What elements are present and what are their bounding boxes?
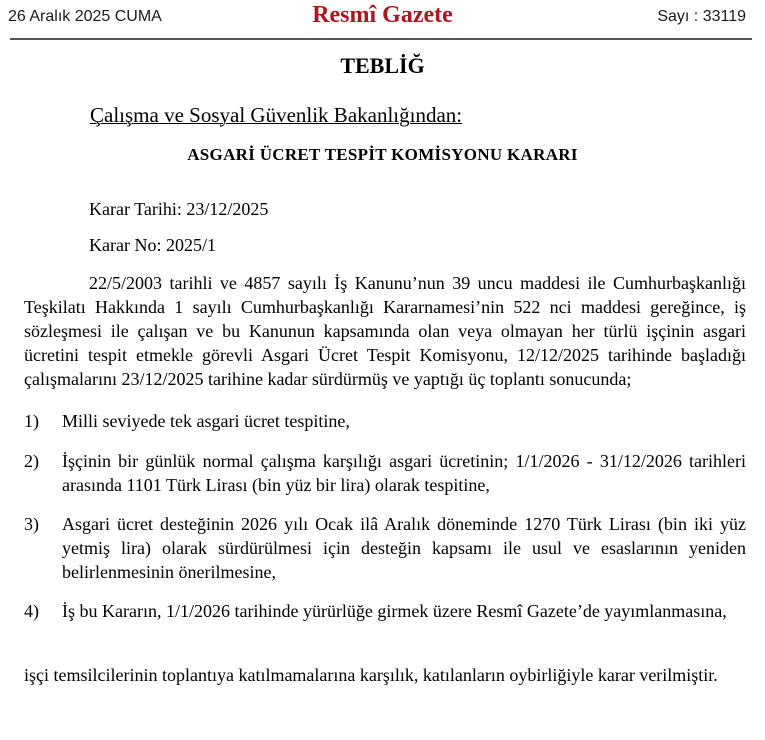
section-heading: TEBLİĞ [340, 53, 425, 78]
header-divider [10, 38, 752, 40]
list-item [24, 409, 746, 433]
list-item [24, 512, 746, 584]
list-item [24, 449, 746, 497]
decision-date: Karar Tarihi: 23/12/2025 [89, 199, 269, 219]
item-number: 1) [24, 411, 39, 431]
ministry-name: Çalışma ve Sosyal Güvenlik Bakanlığından: [90, 103, 463, 127]
list-item [24, 599, 746, 623]
gazette-header [0, 0, 765, 40]
item-text: Milli seviyede tek asgari ücret tespitine, [62, 411, 350, 431]
issue-number: Sayı : 33119 [657, 8, 746, 25]
gazette-title: Resmî Gazete [312, 2, 453, 28]
decision-number: Karar No: 2025/1 [89, 235, 216, 255]
closing-paragraph: işçi temsilcilerinin toplantıya katılmamalarına karşılık, katılanların oybirliğiyle karar verilmiştir. [24, 665, 718, 685]
item-text: Asgari ücret desteğinin 2026 yılı Ocak ilâ Aralık döneminde 1270 Türk Lirası (bin iki yüz yetmiş lira) olarak sürdürülmesi için desteğin kapsamı ile usul ve esaslarının yeniden belirlenmesinin önerilmesine, [62, 514, 746, 582]
decision-title: ASGARİ ÜCRET TESPİT KOMİSYONU KARARI [187, 145, 578, 164]
item-number: 2) [24, 451, 39, 471]
item-number: 3) [24, 514, 39, 534]
item-number: 4) [24, 601, 39, 621]
item-text: İşçinin bir günlük normal çalışma karşılığı asgari ücretinin; 1/1/2026 - 31/12/2026 tarihleri arasında 1101 Türk Lirası (bin yüz bir lira) olarak tespitine, [62, 451, 746, 495]
intro-paragraph: 22/5/2003 tarihli ve 4857 sayılı İş Kanunu’nun 39 uncu maddesi ile Cumhurbaşkanlığı Teşkilatı Hakkında 1 sayılı Cumhurbaşkanlığı Kararnamesi’nin 522 nci maddesi gereğince, iş sözleşmesi ile çalışan ve bu Kanunun kapsamında olan veya olmayan her türlü işçinin asgari ücretini tespit etmekle görevli Asgari Ücret Tespit Komisyonu, 12/12/2025 tarihinde başladığı çalışmalarını 23/12/2025 tarihine kadar sürdürmüş ve yaptığı üç toplantı sonucunda; [24, 273, 746, 389]
publication-date: 26 Aralık 2025 CUMA [8, 8, 162, 25]
item-text: İş bu Kararın, 1/1/2026 tarihinde yürürlüğe girmek üzere Resmî Gazete’de yayımlanmasına, [62, 601, 727, 621]
